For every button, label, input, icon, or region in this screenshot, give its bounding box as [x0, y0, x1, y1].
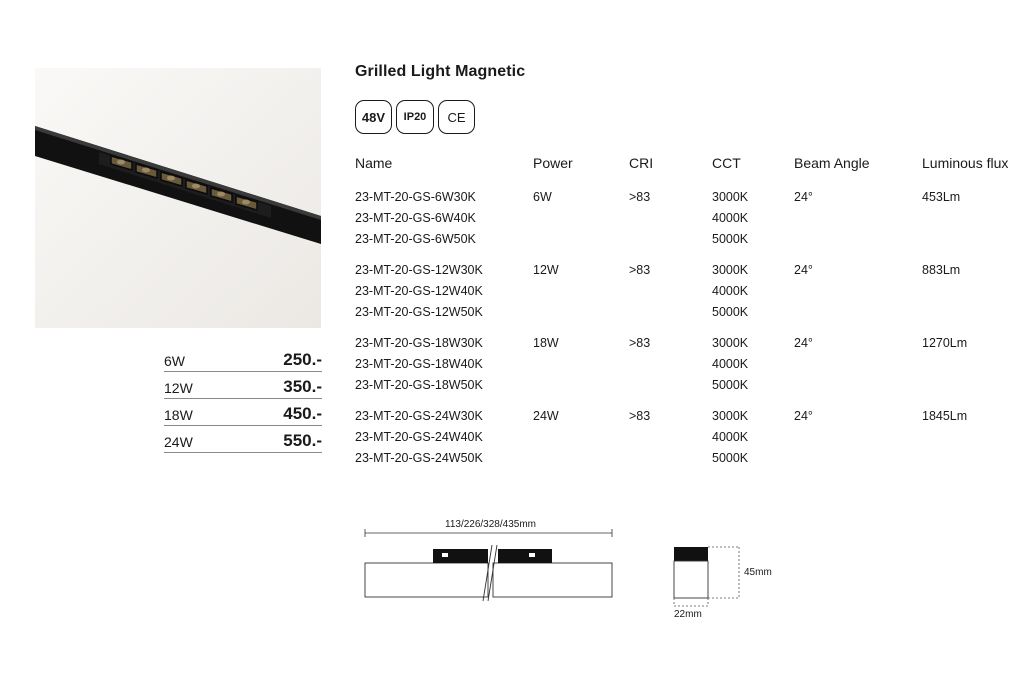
- header-luminous-flux: Luminous flux: [922, 155, 1009, 171]
- price-value: 350.-: [283, 377, 322, 396]
- model-name: 23-MT-20-GS-24W30K: [355, 409, 483, 423]
- header-name: Name: [355, 155, 393, 171]
- price-row: [164, 346, 322, 372]
- model-name: 23-MT-20-GS-18W40K: [355, 357, 483, 371]
- cri-value: >83: [629, 190, 651, 204]
- cct-value: 4000K: [712, 357, 749, 371]
- cct-values: [712, 333, 748, 396]
- price-value: 450.-: [283, 404, 322, 423]
- model-name: 23-MT-20-GS-24W50K: [355, 451, 483, 465]
- cct-value: 3000K: [712, 409, 749, 423]
- track-end-view: [674, 547, 739, 606]
- beam-angle-value: 24°: [794, 190, 813, 204]
- voltage-badge: 48V: [355, 100, 392, 134]
- dimension-drawing: [355, 510, 795, 630]
- power-value: 24W: [533, 409, 559, 423]
- cct-values: [712, 187, 748, 250]
- price-row: [164, 373, 322, 399]
- cct-values: [712, 260, 748, 323]
- spec-group-6w: [355, 187, 1020, 260]
- product-photo: [35, 68, 321, 328]
- model-name: 23-MT-20-GS-18W30K: [355, 336, 483, 350]
- price-value: 550.-: [283, 431, 322, 450]
- cri-value: >83: [629, 409, 651, 423]
- length-dimension-line: [365, 529, 612, 537]
- cct-values: [712, 406, 748, 469]
- beam-angle-value: 24°: [794, 409, 813, 423]
- beam-angle-value: 24°: [794, 263, 813, 277]
- cri-value: >83: [629, 263, 651, 277]
- price-list: [164, 346, 322, 454]
- cct-value: 3000K: [712, 336, 749, 350]
- certification-badges: [355, 100, 475, 134]
- cct-value: 5000K: [712, 305, 749, 319]
- model-names: [355, 260, 483, 323]
- price-wattage: 18W: [164, 407, 193, 423]
- price-wattage: 6W: [164, 353, 185, 369]
- luminous-flux-value: 1270Lm: [922, 336, 968, 350]
- model-name: 23-MT-20-GS-12W30K: [355, 263, 483, 277]
- model-name: 23-MT-20-GS-6W50K: [355, 232, 476, 246]
- model-name: 23-MT-20-GS-6W30K: [355, 190, 476, 204]
- power-value: 12W: [533, 263, 559, 277]
- price-row: [164, 427, 322, 453]
- cct-value: 4000K: [712, 430, 749, 444]
- spec-table-header: [355, 152, 1020, 176]
- header-power: Power: [533, 155, 573, 171]
- price-row: [164, 400, 322, 426]
- price-value: 250.-: [283, 350, 322, 369]
- power-value: 6W: [533, 190, 552, 204]
- header-cri: CRI: [629, 155, 654, 171]
- cct-value: 3000K: [712, 190, 749, 204]
- track-side-view: [365, 545, 612, 602]
- model-name: 23-MT-20-GS-24W40K: [355, 430, 483, 444]
- spec-group-18w: [355, 333, 1020, 406]
- magnetic-track-light-image: [35, 68, 321, 328]
- price-wattage: 12W: [164, 380, 193, 396]
- ip-rating-badge: IP20: [396, 100, 434, 134]
- header-cct: CCT: [712, 155, 741, 171]
- price-wattage: 24W: [164, 434, 193, 450]
- product-title: Grilled Light Magnetic: [355, 63, 526, 80]
- cri-value: >83: [629, 336, 651, 350]
- power-value: 18W: [533, 336, 559, 350]
- width-dimension-label: 22mm: [674, 609, 702, 620]
- beam-angle-value: 24°: [794, 336, 813, 350]
- cct-value: 4000K: [712, 284, 749, 298]
- cct-value: 5000K: [712, 232, 749, 246]
- model-name: 23-MT-20-GS-6W40K: [355, 211, 476, 225]
- height-dimension-label: 45mm: [744, 567, 772, 578]
- spec-group-24w: [355, 406, 1020, 479]
- spec-group-12w: [355, 260, 1020, 333]
- model-names: [355, 333, 483, 396]
- luminous-flux-value: 453Lm: [922, 190, 961, 204]
- model-names: [355, 406, 483, 469]
- cct-value: 5000K: [712, 451, 749, 465]
- spec-table: [355, 152, 1020, 479]
- length-dimension-label: 113/226/328/435mm: [445, 519, 536, 530]
- model-name: 23-MT-20-GS-12W40K: [355, 284, 483, 298]
- model-names: [355, 187, 476, 250]
- header-beam-angle: Beam Angle: [794, 155, 870, 171]
- ce-mark-badge: CE: [438, 100, 475, 134]
- model-name: 23-MT-20-GS-18W50K: [355, 378, 483, 392]
- luminous-flux-value: 883Lm: [922, 263, 961, 277]
- cct-value: 4000K: [712, 211, 749, 225]
- luminous-flux-value: 1845Lm: [922, 409, 968, 423]
- cct-value: 5000K: [712, 378, 749, 392]
- model-name: 23-MT-20-GS-12W50K: [355, 305, 483, 319]
- cct-value: 3000K: [712, 263, 749, 277]
